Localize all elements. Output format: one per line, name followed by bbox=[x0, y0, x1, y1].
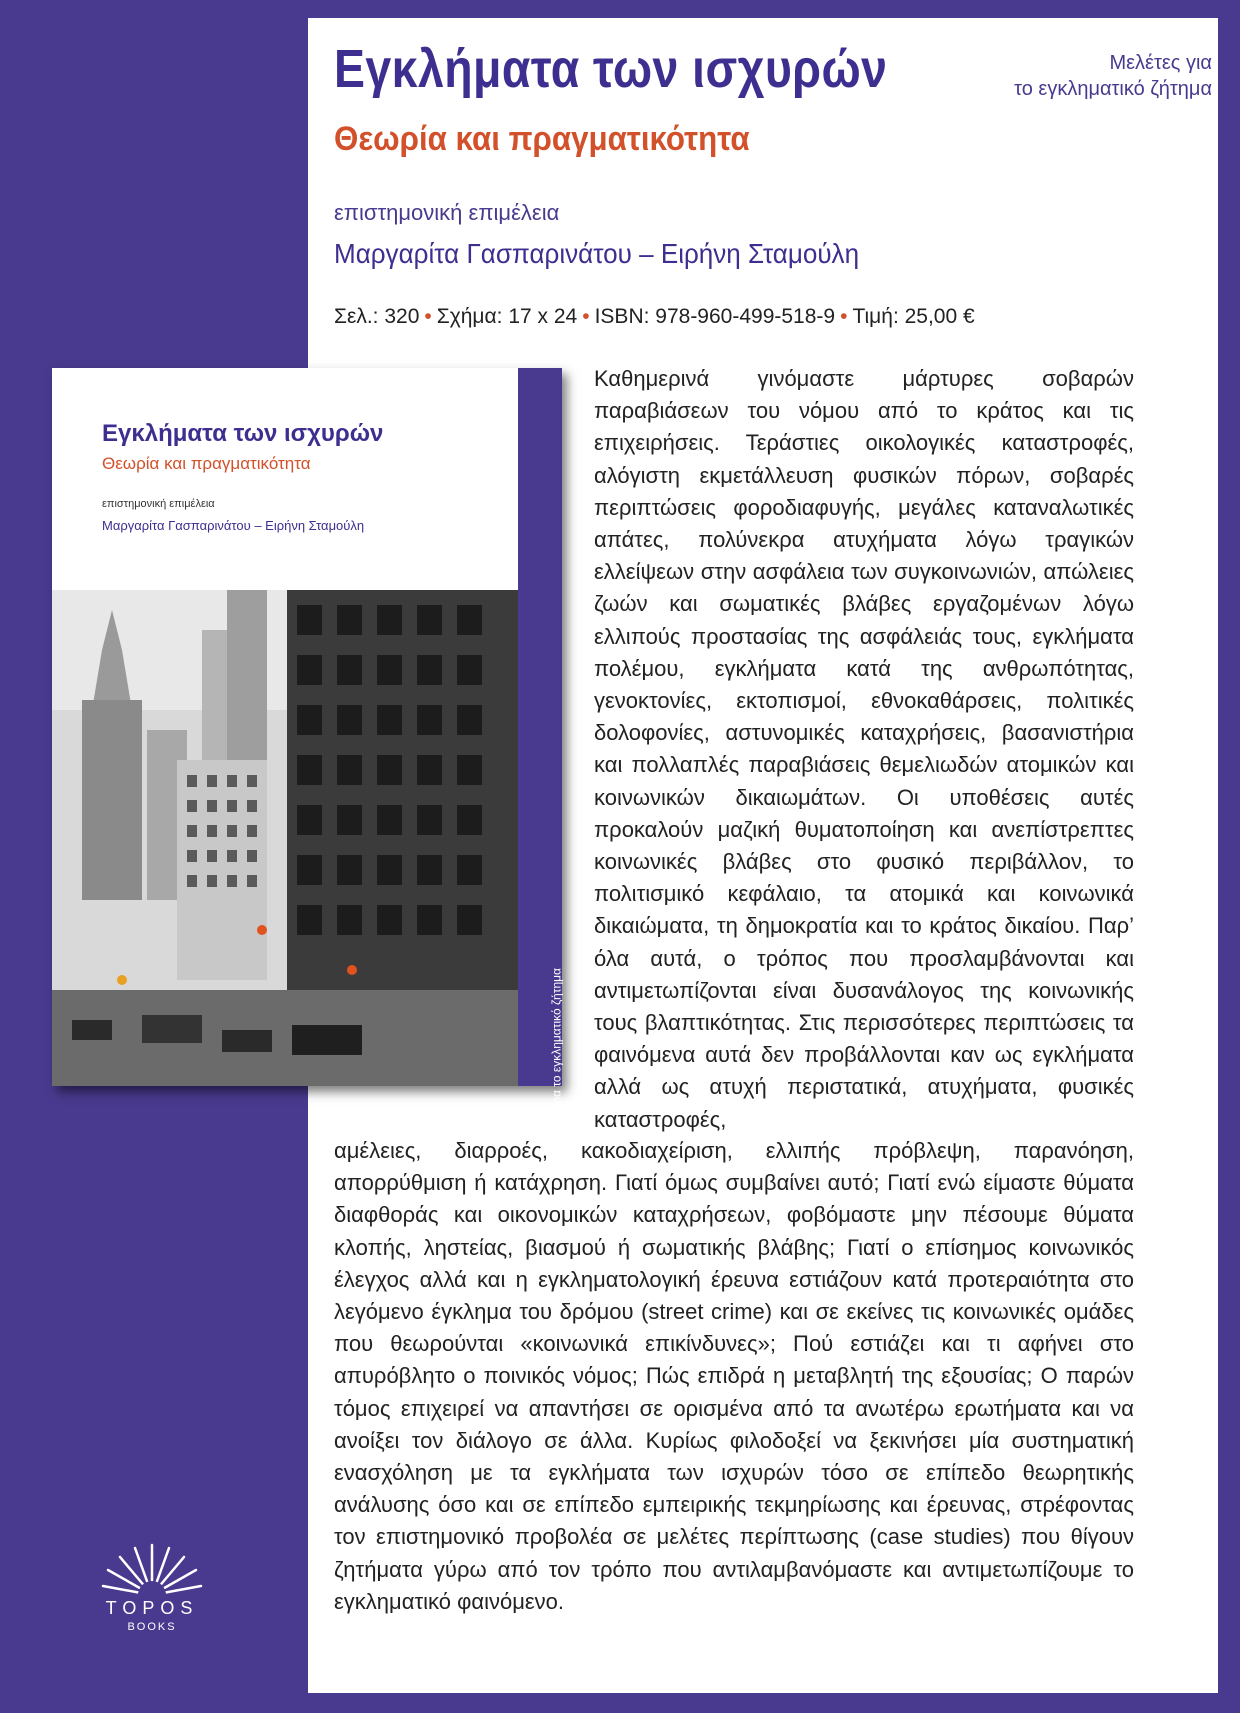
cover-edited-label: επιστημονική επιμέλεια bbox=[102, 498, 215, 510]
edited-by-label: επιστημονική επιμέλεια bbox=[334, 200, 560, 225]
price: Τιμή: 25,00 € bbox=[852, 305, 975, 328]
cover-editors: Μαργαρίτα Γασπαρινάτου – Ειρήνη Σταμούλη bbox=[102, 518, 365, 533]
book-title: Εγκλήματα των ισχυρών bbox=[334, 39, 888, 99]
series-name bbox=[1014, 50, 1212, 102]
editors-names: Μαργαρίτα Γασπαρινάτου – Ειρήνη Σταμούλη bbox=[334, 238, 860, 269]
publisher-sub: BOOKS bbox=[127, 1621, 177, 1633]
cover-spine-text: Μελέτες για το εγκληματικό ζήτημα bbox=[550, 968, 564, 1152]
cover-title: Εγκλήματα των ισχυρών bbox=[102, 420, 384, 447]
publisher-logo bbox=[72, 1540, 232, 1650]
top-border bbox=[0, 0, 1240, 18]
bottom-border bbox=[0, 1693, 1240, 1713]
publisher-name: TOPOS bbox=[105, 1598, 199, 1618]
description-text-part-2: αμέλειες, διαρροές, κακοδιαχείριση, ελλιπής πρόβλεψη, παρανόηση, απορρύθμιση ή κατάχρηση. Γιατί όμως συμβαίνει αυτό; Γιατί ενώ είμαστε θύματα διαφθοράς και οικονομικών καταχρήσεων, φοβόμαστε μην πέσουμε θύματα κλοπής, ληστείας, βιασμού ή σωματικής βλάβης; Γιατί ο επίσημος κοινωνικός έλεγχος αλλά και η εγκληματολογική έρευνα εστιάζουν κατά προτεραιότητα στο λεγόμενο έγκλημα του δρόμου (street crime) και σε εκείνες τις κοινωνικές ομάδες που θεωρούνται «κοινωνικά επικίνδυνες»; Πού εστιάζει και τι αφήνει στο απυρόβλητο ο ποινικός νόμος; Πώς επιδρά η μεταβλητή της εξουσίας; Ο παρών τόμος επιχειρεί να απαντήσει σε ορισμένα από τα ανωτέρω ερωτήματα και να ανοίξει τον διάλογο σε άλλα. Κυρίως φιλοδοξεί να ξεκινήσει μία συστηματική ενασχόληση με τα εγκλήματα των ισχυρών τόσο σε επίπεδο θεωρητικής ανάλυσης όσο και σε επίπεδο εμπειρικής τεκμηρίωσης και έρευνας, στρέφοντας τον επιστημονικό προβολέα σε μελέτες περίπτωσης (case studies) που θίγουν ζητήματα γύρω από τον τρόπο που αντιλαμβανόμαστε και αντιμετωπίζουμε το εγκληματικό φαινόμενο. bbox=[334, 1138, 1134, 1614]
page-count: Σελ.: 320 bbox=[334, 305, 420, 328]
sunburst-icon bbox=[72, 1540, 232, 1600]
series-line-1: Μελέτες για bbox=[1109, 52, 1212, 74]
book-subtitle: Θεωρία και πραγματικότητα bbox=[334, 120, 750, 158]
book-format: Σχήμα: 17 x 24 bbox=[436, 305, 578, 328]
series-line-2: το εγκληματικό ζήτημα bbox=[1014, 78, 1212, 100]
right-border bbox=[1218, 0, 1240, 1713]
separator-dot: • bbox=[840, 305, 848, 328]
separator-dot: • bbox=[424, 305, 432, 328]
book-cover-image bbox=[52, 368, 564, 1152]
isbn: ISBN: 978-960-499-518-9 bbox=[594, 305, 836, 328]
city-street-photo bbox=[52, 590, 518, 1086]
separator-dot: • bbox=[582, 305, 590, 328]
description-text-part-1: Καθημερινά γινόμαστε μάρτυρες σοβαρών παραβιάσεων του νόμου από το κράτος και τις επιχειρήσεις. Τεράστιες οικολογικές καταστροφές, αλόγιστη εκμετάλλευση φυσικών πόρων, σοβαρές περιπτώσεις φοροδιαφυγής, μεγάλες καταναλωτικές απάτες, πολύνεκρα ατυχήματα λόγω τραγικών ελλείψεων στην ασφάλεια των συγκοινωνιών, απώλειες ζωών και σωματικές βλάβες εργαζομένων λόγω ελλιπούς προστασίας της ασφάλειάς τους, εγκλήματα πολέμου, εγκλήματα κατά της ανθρωπότητας, γενοκτονίες, εκτοπισμοί, εθνοκαθάρσεις, πολιτικές δολοφονίες, αστυνομικές καταχρήσεις, βασανιστήρια και πολλαπλές παραβιάσεις θεμελιωδών ατομικών και κοινωνικών δικαιωμάτων. Οι υποθέσεις αυτές προκαλούν μαζική θυματοποίηση και ανεπίστρεπτες κοινωνικές βλάβες στο φυσικό περιβάλλον, το πολιτισμικό κεφάλαιο, τα ατομικά και κοινωνικά δικαιώματα, τη δημοκρατία και το κράτος δικαίου. Παρ’ όλα αυτά, ο τρόπος που προσλαμβάνονται και αντιμετωπίζονται είναι δυσανάλογος της κοινωνικής τους βλαπτικότητας. Στις περισσότερες περιπτώσεις τα φαινόμενα αυτά δεν προβάλλονται καν ως εγκλήματα αλλά ως ατυχή περιστατικά, ατυχήματα, φυσικές καταστροφές, bbox=[594, 366, 1134, 1132]
cover-subtitle: Θεωρία και πραγματικότητα bbox=[102, 454, 311, 473]
book-details bbox=[334, 305, 975, 329]
cover-spine bbox=[518, 368, 564, 1152]
